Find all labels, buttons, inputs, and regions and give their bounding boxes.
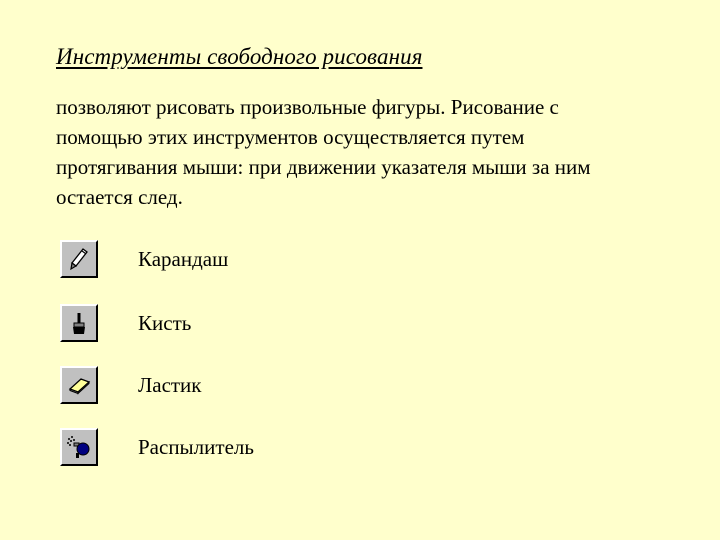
brush-tool-button[interactable] bbox=[60, 304, 98, 342]
tool-airbrush bbox=[60, 428, 254, 466]
paragraph-line: позволяют рисовать произвольные фигуры. Рисование с bbox=[56, 95, 559, 119]
airbrush-tool-button[interactable] bbox=[60, 428, 98, 466]
paragraph-line: остается след. bbox=[56, 185, 183, 209]
eraser-tool-button[interactable] bbox=[60, 366, 98, 404]
tool-label: Кисть bbox=[138, 310, 192, 335]
airbrush-icon bbox=[66, 434, 92, 460]
brush-icon bbox=[66, 310, 92, 336]
tool-label: Ластик bbox=[138, 372, 202, 397]
slide-title: Инструменты свободного рисования bbox=[56, 44, 423, 69]
tool-label: Распылитель bbox=[138, 434, 254, 459]
tool-label: Карандаш bbox=[138, 246, 229, 271]
tool-pencil bbox=[60, 240, 228, 278]
tool-eraser bbox=[60, 366, 202, 404]
description-paragraph bbox=[56, 92, 696, 212]
pencil-tool-button[interactable] bbox=[60, 240, 98, 278]
paragraph-line: помощью этих инструментов осуществляется путем bbox=[56, 125, 525, 149]
tool-brush bbox=[60, 304, 191, 342]
paragraph-line: протягивания мыши: при движении указателя мыши за ним bbox=[56, 155, 591, 179]
eraser-icon bbox=[66, 372, 92, 398]
pencil-icon bbox=[66, 246, 92, 272]
